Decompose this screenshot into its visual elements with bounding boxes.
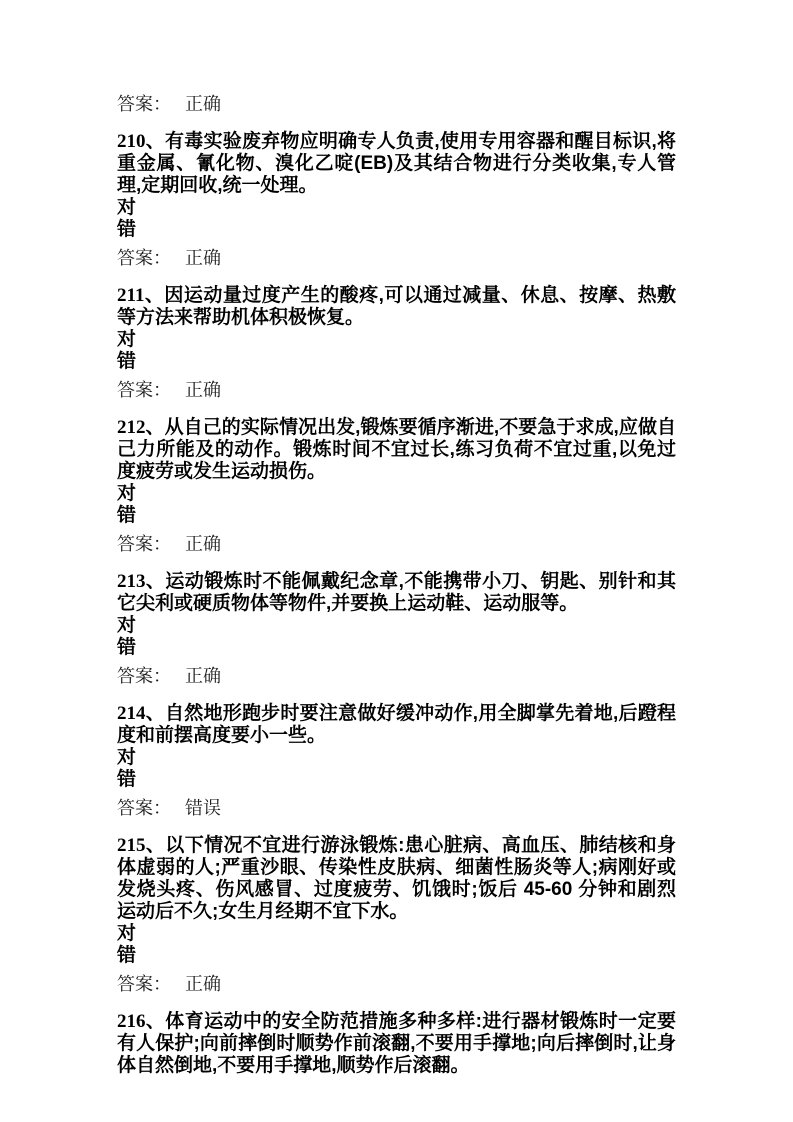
question-block-210	[117, 131, 676, 269]
answer-label: 答案：	[117, 798, 171, 818]
question-block-214	[117, 703, 676, 819]
option-false: 错	[117, 351, 137, 372]
question-text: 自然地形跑步时要注意做好缓冲动作,用全脚掌先着地,后蹬程度和前摆高度要小一些。	[117, 703, 676, 746]
question-text: 以下情况不宜进行游泳锻炼:患心脏病、高血压、肺结核和身体虚弱的人;严重沙眼、传染性皮肤病、细菌性肠炎等人;病刚好或发烧头疼、伤风感冒、过度疲劳、饥饿时;饭后 45-60 分钟和剧烈运动后不久;女生月经期不宜下水。	[117, 835, 676, 922]
question-block-213	[117, 571, 676, 687]
answer-label: 答案：	[117, 534, 171, 554]
question-paragraph	[117, 417, 676, 483]
answer-value: 正确	[185, 534, 221, 554]
answer-line	[117, 973, 676, 995]
answer-value: 正确	[185, 380, 221, 400]
option-false: 错	[117, 637, 137, 658]
option-true: 对	[117, 747, 137, 768]
answer-value: 正确	[185, 248, 221, 268]
answer-value: 错误	[185, 798, 221, 818]
option-true: 对	[117, 483, 137, 504]
question-text: 因运动量过度产生的酸疼,可以通过减量、休息、按摩、热敷等方法来帮助机体积极恢复。	[117, 285, 677, 328]
option-true: 对	[117, 329, 137, 350]
answer-value: 正确	[185, 974, 221, 994]
answer-line	[117, 379, 676, 401]
question-number: 211、	[117, 285, 165, 306]
answer-line	[117, 247, 676, 269]
question-text: 运动锻炼时不能佩戴纪念章,不能携带小刀、钥匙、别针和其它尖利或硬质物体等物件,并要换上运动鞋、运动服等。	[117, 571, 676, 614]
option-true: 对	[117, 615, 137, 636]
option-true: 对	[117, 923, 137, 944]
question-block-211	[117, 285, 676, 401]
option-false: 错	[117, 219, 137, 240]
question-paragraph	[117, 285, 676, 329]
question-number: 212、	[117, 417, 165, 438]
answer-line	[117, 797, 676, 819]
answer-value: 正确	[185, 666, 221, 686]
question-paragraph	[117, 835, 676, 923]
answer-label: 答案：	[117, 974, 171, 994]
question-block-215	[117, 835, 676, 995]
question-block-212	[117, 417, 676, 555]
question-text: 从自己的实际情况出发,锻炼要循序渐进,不要急于求成,应做自己力所能及的动作。锻炼时间不宜过长,练习负荷不宜过重,以免过度疲劳或发生运动损伤。	[117, 417, 676, 482]
answer-label: 答案：	[117, 94, 171, 114]
question-block-216	[117, 1011, 676, 1077]
question-number: 216、	[117, 1011, 166, 1032]
question-paragraph	[117, 703, 676, 747]
question-number: 214、	[117, 703, 165, 724]
question-paragraph	[117, 571, 676, 615]
answer-label: 答案：	[117, 248, 171, 268]
option-false: 错	[117, 945, 137, 966]
question-number: 213、	[117, 571, 166, 592]
option-false: 错	[117, 769, 137, 790]
answer-value: 正确	[185, 94, 221, 114]
question-paragraph	[117, 131, 676, 197]
answer-label: 答案：	[117, 380, 171, 400]
option-false: 错	[117, 505, 137, 526]
option-true: 对	[117, 197, 137, 218]
question-number: 210、	[117, 131, 165, 152]
answer-line	[117, 93, 676, 115]
answer-label: 答案：	[117, 666, 171, 686]
question-text: 体育运动中的安全防范措施多种多样:进行器材锻炼时一定要有人保护;向前摔倒时顺势作前滚翻,不要用手撑地;向后摔倒时,让身体自然倒地,不要用手撑地,顺势作后滚翻。	[117, 1011, 676, 1076]
answer-line	[117, 533, 676, 555]
question-paragraph	[117, 1011, 676, 1077]
question-number: 215、	[117, 835, 166, 856]
answer-line	[117, 665, 676, 687]
question-text: 有毒实验废弃物应明确专人负责,使用专用容器和醒目标识,将重金属、氰化物、溴化乙啶(EB)及其结合物进行分类收集,专人管理,定期回收,统一处理。	[117, 131, 676, 196]
